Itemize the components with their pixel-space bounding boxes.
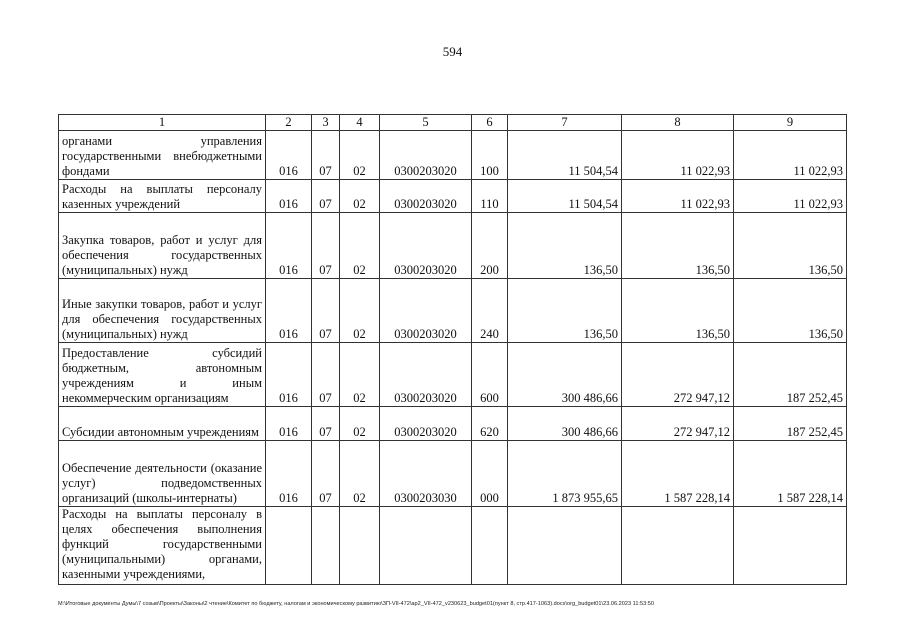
col-header: 7 xyxy=(508,115,622,131)
cell-podrazdel: 02 xyxy=(340,407,380,441)
cell-podrazdel: 02 xyxy=(340,441,380,507)
cell-expense-type: 600 xyxy=(472,343,508,407)
cell-amount-7: 300 486,66 xyxy=(508,343,622,407)
col-header: 1 xyxy=(59,115,266,131)
cell-glava: 016 xyxy=(266,213,312,279)
cell-amount-7: 11 504,54 xyxy=(508,180,622,213)
cell-expense-type: 240 xyxy=(472,279,508,343)
cell-podrazdel xyxy=(340,507,380,585)
cell-razdel: 07 xyxy=(312,407,340,441)
cell-glava: 016 xyxy=(266,441,312,507)
table-row xyxy=(59,507,847,585)
cell-amount-9: 187 252,45 xyxy=(734,407,847,441)
cell-expense-type: 000 xyxy=(472,441,508,507)
cell-razdel: 07 xyxy=(312,180,340,213)
table-row xyxy=(59,131,847,180)
col-header: 2 xyxy=(266,115,312,131)
cell-amount-7: 136,50 xyxy=(508,213,622,279)
col-header: 3 xyxy=(312,115,340,131)
header-row xyxy=(59,115,847,131)
table-row xyxy=(59,180,847,213)
cell-amount-8: 136,50 xyxy=(622,213,734,279)
cell-glava: 016 xyxy=(266,343,312,407)
document-file-path-footer: М:\Итоговые документы Думы\7 созыв\Проекты\Законы\2 чтение\Комитет по бюджету, налогам и экономическому развитию\ЗП-VII-472\ap2_VII-472_v230623_budget01(пункт 8, стр.417-1063).docx\org_budget01\23.06.2023 11:53:50 xyxy=(58,601,654,607)
cell-target-article: 0300203020 xyxy=(380,213,472,279)
row-name: Расходы на выплаты персоналу казенных учреждений xyxy=(59,180,266,213)
cell-target-article xyxy=(380,507,472,585)
cell-amount-8: 1 587 228,14 xyxy=(622,441,734,507)
table-row xyxy=(59,343,847,407)
cell-razdel: 07 xyxy=(312,343,340,407)
row-name: Закупка товаров, работ и услуг для обеспечения государственных (муниципальных) нужд xyxy=(59,213,266,279)
cell-glava: 016 xyxy=(266,131,312,180)
table-row xyxy=(59,407,847,441)
cell-podrazdel: 02 xyxy=(340,131,380,180)
cell-target-article: 0300203020 xyxy=(380,131,472,180)
cell-amount-7 xyxy=(508,507,622,585)
row-name: Иные закупки товаров, работ и услуг для обеспечения государственных (муниципальных) нужд xyxy=(59,279,266,343)
cell-amount-7: 1 873 955,65 xyxy=(508,441,622,507)
cell-amount-9 xyxy=(734,507,847,585)
cell-expense-type xyxy=(472,507,508,585)
col-header: 6 xyxy=(472,115,508,131)
table-row xyxy=(59,213,847,279)
budget-table xyxy=(58,114,847,585)
cell-podrazdel: 02 xyxy=(340,213,380,279)
row-name: Предоставление субсидий бюджетным, автономным учреждениям и иным некоммерческим организациям xyxy=(59,343,266,407)
row-name: Расходы на выплаты персоналу в целях обеспечения выполнения функций государственными (муниципальными) органами, казенными учреждениями, xyxy=(59,507,266,585)
cell-amount-9: 11 022,93 xyxy=(734,131,847,180)
cell-amount-7: 136,50 xyxy=(508,279,622,343)
cell-amount-8: 272 947,12 xyxy=(622,343,734,407)
col-header: 9 xyxy=(734,115,847,131)
cell-expense-type: 100 xyxy=(472,131,508,180)
cell-amount-8: 272 947,12 xyxy=(622,407,734,441)
cell-amount-9: 136,50 xyxy=(734,279,847,343)
cell-target-article: 0300203020 xyxy=(380,180,472,213)
cell-amount-7: 300 486,66 xyxy=(508,407,622,441)
row-name: органами управления государственными внебюджетными фондами xyxy=(59,131,266,180)
row-name: Обеспечение деятельности (оказание услуг) подведомственных организаций (школы-интернаты) xyxy=(59,441,266,507)
cell-amount-9: 136,50 xyxy=(734,213,847,279)
cell-glava: 016 xyxy=(266,279,312,343)
cell-amount-8 xyxy=(622,507,734,585)
cell-razdel: 07 xyxy=(312,441,340,507)
table-row xyxy=(59,279,847,343)
page-number: 594 xyxy=(442,44,463,59)
cell-podrazdel: 02 xyxy=(340,279,380,343)
cell-amount-8: 136,50 xyxy=(622,279,734,343)
table-row xyxy=(59,441,847,507)
cell-glava xyxy=(266,507,312,585)
cell-razdel: 07 xyxy=(312,131,340,180)
cell-podrazdel: 02 xyxy=(340,343,380,407)
cell-razdel: 07 xyxy=(312,279,340,343)
cell-amount-9: 1 587 228,14 xyxy=(734,441,847,507)
cell-expense-type: 620 xyxy=(472,407,508,441)
cell-expense-type: 200 xyxy=(472,213,508,279)
cell-target-article: 0300203020 xyxy=(380,407,472,441)
cell-glava: 016 xyxy=(266,407,312,441)
cell-podrazdel: 02 xyxy=(340,180,380,213)
cell-target-article: 0300203020 xyxy=(380,279,472,343)
cell-amount-9: 11 022,93 xyxy=(734,180,847,213)
cell-amount-7: 11 504,54 xyxy=(508,131,622,180)
row-name: Субсидии автономным учреждениям xyxy=(59,407,266,441)
col-header: 4 xyxy=(340,115,380,131)
cell-target-article: 0300203020 xyxy=(380,343,472,407)
col-header: 8 xyxy=(622,115,734,131)
col-header: 5 xyxy=(380,115,472,131)
cell-amount-8: 11 022,93 xyxy=(622,180,734,213)
cell-razdel: 07 xyxy=(312,213,340,279)
cell-glava: 016 xyxy=(266,180,312,213)
cell-amount-9: 187 252,45 xyxy=(734,343,847,407)
cell-amount-8: 11 022,93 xyxy=(622,131,734,180)
cell-expense-type: 110 xyxy=(472,180,508,213)
cell-razdel xyxy=(312,507,340,585)
cell-target-article: 0300203030 xyxy=(380,441,472,507)
